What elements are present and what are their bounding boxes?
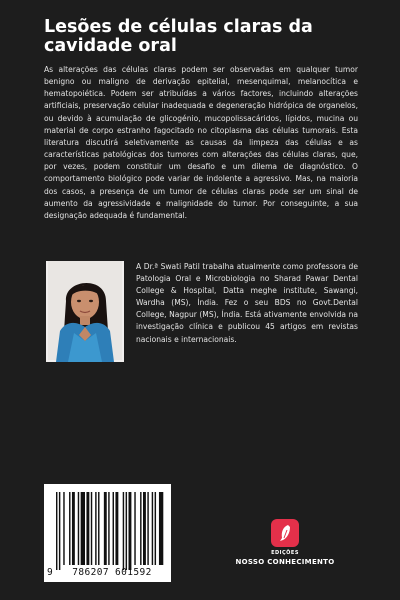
barcode-digits: 786207 601592 [72,567,152,578]
author-photo [46,261,124,362]
isbn-barcode [44,484,171,582]
publisher-logo-icon [271,519,299,547]
book-title: Lesões de células claras da cavidade oral [44,17,313,56]
publisher-name-line1: EDIÇÕES [271,550,299,556]
publisher-name-line2: NOSSO CONHECIMENTO [235,558,335,566]
barcode-prefix-digit: 9 [47,567,53,578]
book-abstract: As alterações das células claras podem ser observadas em qualquer tumor benigno ou maligno de derivação epitelial, mesenquimal, melanocítica e hematopoiética. Podem ser atribuídas a vários factores, incluindo alterações artificiais, preservação celular inadequada e degeneração hidrópica de organelos, ou devido à acumulação de glicogénio, mucopolissacáridos, lípidos, mucina ou material de corpo estranho fagocitado no citoplasma das células tumorais. Esta literatura discutirá seletivamente as causas da limpeza das células e as características patológicas dos tumores com alterações das células claras, que, por vezes, podem constituir um desafio e um dilema de diagnóstico. O comportamento biológico pode variar de indolente a agressivo. Mas, na maioria dos casos, a presença de um tumor de células claras pode ser um sinal de aumento da agressividade e malignidade do tumor. Por conseguinte, a sua designação adequada é fundamental. [44,65,358,220]
author-bio: A Dr.ª Swati Patil trabalha atualmente como professora de Patologia Oral e Microbiologia no Sharad Pawar Dental College & Hospital, Datta meghe institute, Sawangi, Wardha (MS), Índia. Fez o seu BDS no Govt.Dental College, Nagpur (MS), Índia. Está ativamente envolvida na investigação clínica e publicou 45 artigos em revistas nacionais e internacionais. [136,262,358,344]
